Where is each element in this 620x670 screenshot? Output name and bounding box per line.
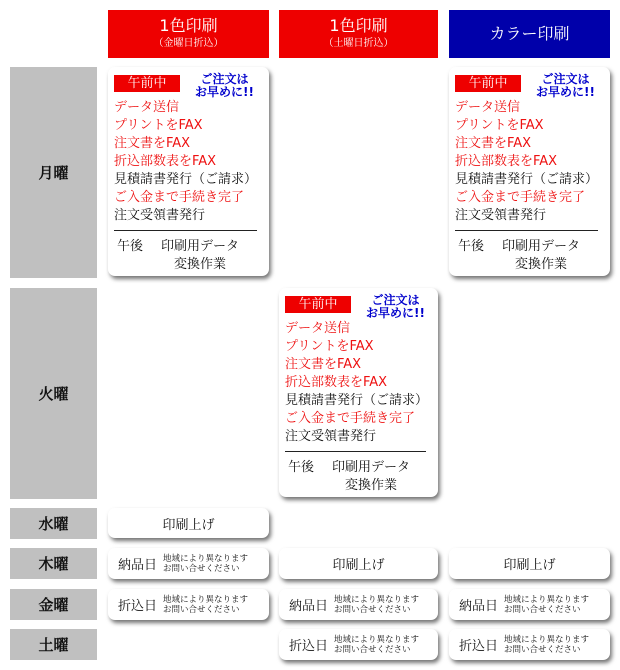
- afternoon-label: 午後: [458, 239, 485, 254]
- order-early-notice: [195, 73, 254, 99]
- day-thursday: 木曜: [10, 548, 97, 579]
- day-saturday: 土曜: [10, 629, 97, 660]
- region-note: [334, 635, 419, 655]
- step-receipt: 注文受領書発行: [285, 429, 377, 444]
- region-note: [334, 595, 419, 615]
- column-header-mono-friday: [108, 10, 269, 58]
- print-finish-thu-col3: 印刷上げ: [449, 548, 610, 579]
- region-note-line: 地域により異なります: [334, 594, 420, 605]
- delivery-day-thu-col1: [108, 548, 269, 579]
- region-note-line: 地域により異なります: [163, 594, 249, 605]
- divider: [285, 451, 426, 452]
- notice-line: ご注文は: [371, 293, 420, 307]
- schedule-card-mon-col3: [449, 67, 610, 276]
- day-wednesday: 水曜: [10, 508, 97, 539]
- step-payment: ご入金まで手続き完了: [285, 411, 416, 426]
- morning-badge: 午前中: [285, 296, 351, 313]
- step-estimate: 見積請書発行（ご請求）: [285, 393, 429, 408]
- afternoon-task-line: 印刷用データ: [332, 460, 411, 475]
- afternoon-task-line: 印刷用データ: [161, 239, 240, 254]
- region-note-line: 地域により異なります: [163, 553, 249, 564]
- step-estimate: 見積請書発行（ご請求）: [455, 172, 599, 187]
- schedule-card-mon-col1: [108, 67, 269, 276]
- insert-label: 折込日: [459, 639, 499, 654]
- day-monday: 月曜: [10, 67, 97, 278]
- step-insert-fax: 折込部数表をFAX: [285, 375, 388, 390]
- delivery-label: 納品日: [118, 558, 158, 573]
- notice-line: ご注文は: [541, 72, 590, 86]
- step-receipt: 注文受領書発行: [114, 208, 206, 223]
- column-subtitle: （土曜日折込）: [323, 38, 394, 49]
- afternoon-row: [455, 238, 604, 274]
- region-note-line: 地域により異なります: [334, 634, 420, 645]
- notice-line: お早めに!!: [195, 85, 254, 99]
- print-finish-wed-col1: 印刷上げ: [108, 508, 269, 538]
- afternoon-label: 午後: [117, 239, 144, 254]
- region-note-line: お問い合せください: [334, 644, 411, 655]
- print-finish-thu-col2: 印刷上げ: [279, 548, 438, 579]
- column-header-color: [449, 10, 610, 58]
- insert-day-sat-col3: [449, 629, 610, 660]
- morning-badge: 午前中: [455, 75, 521, 92]
- step-insert-fax: 折込部数表をFAX: [114, 154, 217, 169]
- step-print-fax: プリントをFAX: [455, 118, 544, 133]
- afternoon-task: [161, 238, 239, 274]
- delivery-day-fri-col3: [449, 589, 610, 620]
- notice-line: ご注文は: [200, 72, 249, 86]
- column-title: 1色印刷: [329, 16, 388, 35]
- delivery-label: 納品日: [289, 599, 329, 614]
- afternoon-row: [285, 459, 432, 495]
- step-payment: ご入金まで手続き完了: [114, 190, 245, 205]
- divider: [455, 230, 598, 231]
- step-print-fax: プリントをFAX: [114, 118, 203, 133]
- step-order-fax: 注文書をFAX: [455, 136, 532, 151]
- column-subtitle: （金曜日折込）: [153, 38, 224, 49]
- notice-line: お早めに!!: [536, 85, 595, 99]
- step-insert-fax: 折込部数表をFAX: [455, 154, 558, 169]
- afternoon-task: [332, 459, 410, 495]
- afternoon-task-line: 変換作業: [345, 478, 398, 493]
- step-data-send: データ送信: [285, 321, 351, 336]
- afternoon-task: [502, 238, 580, 274]
- insert-day-fri-col1: [108, 589, 269, 620]
- step-print-fax: プリントをFAX: [285, 339, 374, 354]
- column-title: カラー印刷: [489, 24, 570, 43]
- region-note-line: 地域により異なります: [504, 594, 590, 605]
- afternoon-label: 午後: [288, 460, 315, 475]
- day-tuesday: 火曜: [10, 288, 97, 499]
- column-title: 1色印刷: [159, 16, 218, 35]
- afternoon-task-line: 変換作業: [174, 257, 227, 272]
- afternoon-task-line: 変換作業: [515, 257, 568, 272]
- region-note-line: お問い合せください: [163, 604, 240, 615]
- region-note: [163, 554, 248, 574]
- region-note-line: お問い合せください: [504, 604, 581, 615]
- divider: [114, 230, 257, 231]
- region-note: [504, 635, 589, 655]
- order-early-notice: [366, 294, 425, 320]
- region-note-line: 地域により異なります: [504, 634, 590, 645]
- step-order-fax: 注文書をFAX: [285, 357, 362, 372]
- step-payment: ご入金まで手続き完了: [455, 190, 586, 205]
- step-receipt: 注文受領書発行: [455, 208, 547, 223]
- insert-label: 折込日: [289, 639, 329, 654]
- delivery-label: 納品日: [459, 599, 499, 614]
- step-data-send: データ送信: [114, 100, 180, 115]
- region-note-line: お問い合せください: [334, 604, 411, 615]
- day-friday: 金曜: [10, 589, 97, 620]
- region-note-line: お問い合せください: [504, 644, 581, 655]
- region-note-line: お問い合せください: [163, 563, 240, 574]
- insert-day-sat-col2: [279, 629, 438, 660]
- afternoon-task-line: 印刷用データ: [502, 239, 581, 254]
- order-early-notice: [536, 73, 595, 99]
- region-note: [163, 595, 248, 615]
- delivery-day-fri-col2: [279, 589, 438, 620]
- column-header-mono-saturday: [279, 10, 438, 58]
- step-order-fax: 注文書をFAX: [114, 136, 191, 151]
- insert-label: 折込日: [118, 599, 158, 614]
- region-note: [504, 595, 589, 615]
- step-data-send: データ送信: [455, 100, 521, 115]
- schedule-card-tue-col2: [279, 288, 438, 497]
- afternoon-row: [114, 238, 263, 274]
- morning-badge: 午前中: [114, 75, 180, 92]
- notice-line: お早めに!!: [366, 306, 425, 320]
- step-estimate: 見積請書発行（ご請求）: [114, 172, 258, 187]
